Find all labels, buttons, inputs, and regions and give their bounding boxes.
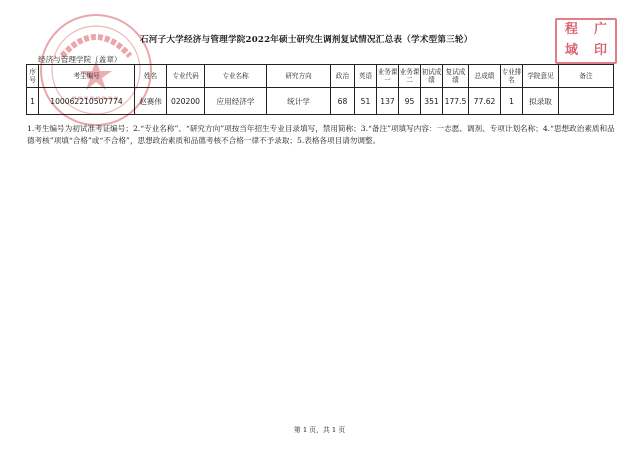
column-header: 政治 (331, 65, 355, 88)
column-header: 序号 (27, 65, 39, 88)
summary-table (26, 64, 614, 115)
cell-remarks (559, 88, 614, 115)
column-header: 专业名称 (205, 65, 267, 88)
cell-prelim-score: 351 (421, 88, 443, 115)
cell-total-score: 77.62 (469, 88, 501, 115)
cell-candidate-id: 100062210507774 (39, 88, 135, 115)
column-header: 专业排名 (501, 65, 523, 88)
stamp-char: 印 (593, 43, 607, 58)
column-header: 业务课二 (399, 65, 421, 88)
cell-college-opinion: 拟录取 (523, 88, 559, 115)
column-header: 姓名 (135, 65, 167, 88)
column-header: 英语 (355, 65, 377, 88)
table-header-row (27, 65, 614, 88)
seal-stamp-icon (555, 18, 617, 64)
document-title: 石河子大学经济与管理学院2022年硕士研究生调剂复试情况汇总表（学术型第三轮） (140, 35, 473, 45)
column-header: 专业代码 (167, 65, 205, 88)
cell-subject-1: 137 (377, 88, 399, 115)
cell-english: 51 (355, 88, 377, 115)
column-header: 学院意见 (523, 65, 559, 88)
footnotes: 1.考生编号为初试准考证编号；2.“专业名称”、“研究方向”项按当年招生专业目录填写，禁用简称；3.“备注”项填写内容：一志愿、调剂、专项计划名称；4.“思想政治素质和品德考核”项填“合格”或“不合格”，思想政治素质和品德考核不合格一律不予录取；5.表格各项目请勿调整。 (27, 124, 615, 145)
table-row (27, 88, 614, 115)
column-header: 备注 (559, 65, 614, 88)
cell-name: 赵赛伟 (135, 88, 167, 115)
cell-research-direction: 统计学 (267, 88, 331, 115)
column-header: 复试成绩 (443, 65, 469, 88)
stamp-char: 域 (564, 43, 578, 58)
column-header: 初试成绩 (421, 65, 443, 88)
column-header: 总成绩 (469, 65, 501, 88)
page-number: 第 1 页，共 1 页 (293, 426, 346, 434)
cell-subject-2: 95 (399, 88, 421, 115)
column-header: 考生编号 (39, 65, 135, 88)
cell-politics: 68 (331, 88, 355, 115)
column-header: 研究方向 (267, 65, 331, 88)
column-header: 业务课一 (377, 65, 399, 88)
college-stamp-label: 经济与管理学院（盖章） (38, 55, 122, 64)
stamp-char: 广 (593, 22, 607, 37)
cell-rank: 1 (501, 88, 523, 115)
cell-index: 1 (27, 88, 39, 115)
cell-major-name: 应用经济学 (205, 88, 267, 115)
cell-major-code: 020200 (167, 88, 205, 115)
stamp-char: 程 (564, 22, 578, 37)
cell-retest-score: 177.5 (443, 88, 469, 115)
